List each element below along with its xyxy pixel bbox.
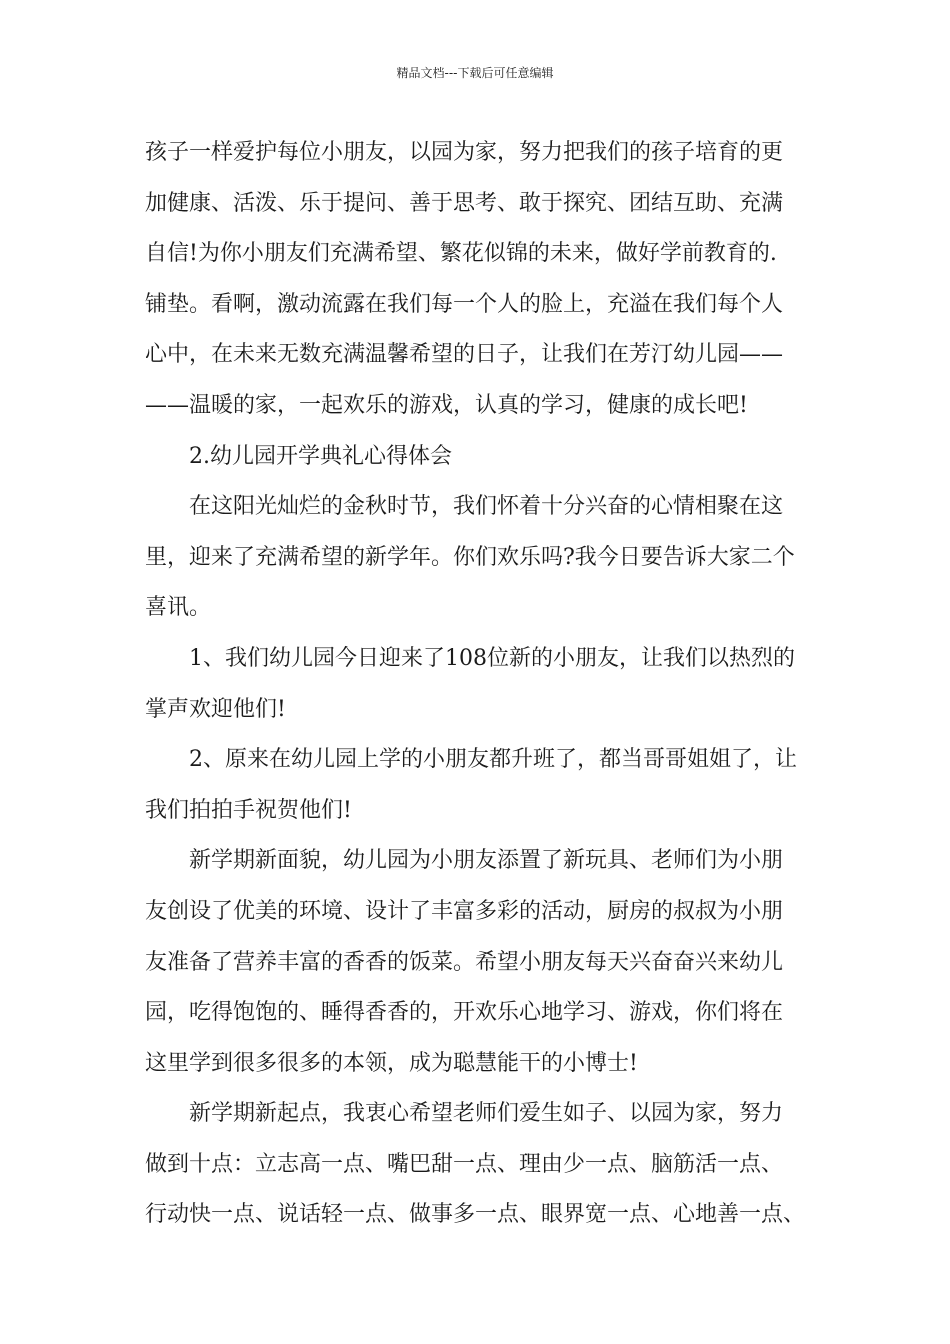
text-line: 我们拍拍手祝贺他们! bbox=[145, 797, 352, 823]
text-line: 孩子一样爱护每位小朋友，以园为家，努力把我们的孩子培育的更 bbox=[145, 140, 784, 165]
page-header: 精品文档---下载后可任意编辑 bbox=[396, 66, 554, 80]
paragraph-first-line: 新学期新起点，我衷心希望老师们爱生如子、以园为家，努力 bbox=[189, 1101, 784, 1127]
paragraph-first-line: 在这阳光灿烂的金秋时节，我们怀着十分兴奋的心情相聚在这 bbox=[189, 494, 784, 520]
text-line: 行动快一点、说话轻一点、做事多一点、眼界宽一点、心地善一点、 bbox=[145, 1202, 806, 1228]
paragraph-first-line: 新学期新面貌，幼儿园为小朋友添置了新玩具、老师们为小朋 bbox=[189, 848, 784, 874]
paragraph-first-line: 1、我们幼儿园今日迎来了108位新的小朋友，让我们以热烈的 bbox=[189, 645, 795, 671]
text-line: 心中，在未来无数充满温馨希望的日子，让我们在芳汀幼儿园—— bbox=[145, 342, 784, 368]
paragraph-first-line: 2、原来在幼儿园上学的小朋友都升班了，都当哥哥姐姐了，让 bbox=[189, 747, 797, 773]
text-line: ——温暖的家，一起欢乐的游戏，认真的学习，健康的成长吧! bbox=[145, 392, 748, 418]
text-line: 里，迎来了充满希望的新学年。你们欢乐吗?我今日要告诉大家二个 bbox=[145, 544, 795, 570]
text-line: 这里学到很多很多的本领，成为聪慧能干的小博士! bbox=[145, 1050, 638, 1076]
text-line: 铺垫。看啊，激动流露在我们每一个人的脸上，充溢在我们每个人 bbox=[145, 291, 784, 317]
text-line: 加健康、活泼、乐于提问、善于思考、敢于探究、团结互助、充满 bbox=[145, 190, 784, 216]
paragraph-first-line: 2.幼儿园开学典礼心得体会 bbox=[189, 443, 452, 469]
text-line: 喜讯。 bbox=[145, 595, 212, 621]
text-line: 友准备了营养丰富的香香的饭菜。希望小朋友每天兴奋奋兴来幼儿 bbox=[145, 949, 784, 975]
text-line: 园，吃得饱饱的、睡得香香的，开欢乐心地学习、游戏，你们将在 bbox=[145, 1000, 784, 1026]
text-line: 做到十点：立志高一点、嘴巴甜一点、理由少一点、脑筋活一点、 bbox=[145, 1151, 784, 1177]
text-line: 友创设了优美的环境、设计了丰富多彩的活动，厨房的叔叔为小朋 bbox=[145, 898, 784, 924]
document-body bbox=[145, 128, 825, 1241]
text-line: 掌声欢迎他们! bbox=[145, 696, 286, 722]
text-line: 自信!为你小朋友们充满希望、繁花似锦的未来，做好学前教育的. bbox=[145, 241, 777, 267]
